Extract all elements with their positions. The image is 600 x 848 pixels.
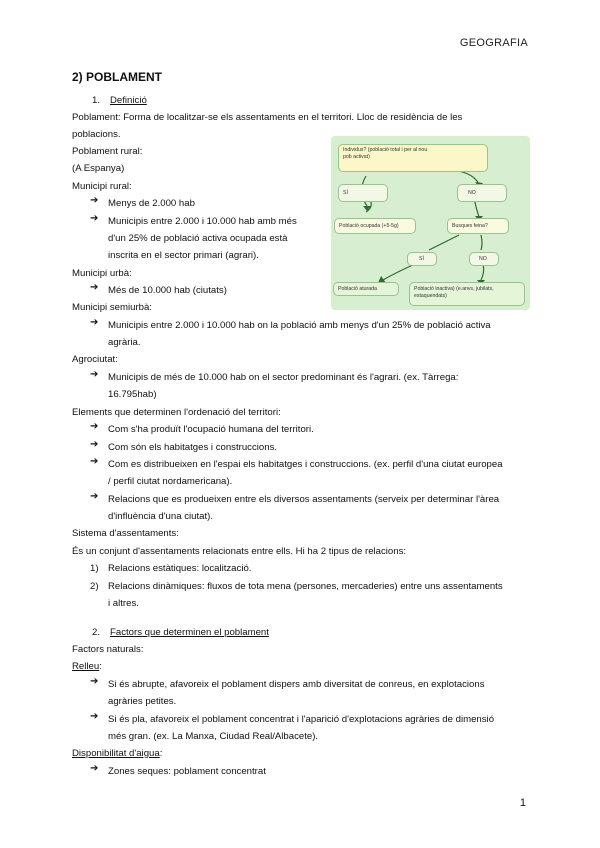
- bullet-text: Municipis de més de 10.000 hab on el sector predominant és l'agrari. (ex. Tàrrega:: [108, 372, 459, 383]
- arrow-bullet-icon: ➔: [90, 711, 99, 722]
- diagram-text: Població inactiva) (e.anvs, jubilats,: [414, 286, 494, 292]
- arrow-bullet-icon: ➔: [90, 456, 99, 467]
- diagram-yes-2: SÍ: [407, 252, 437, 266]
- arrow-bullet-icon: ➔: [90, 317, 99, 328]
- relleu-label: Relleu: [72, 661, 100, 672]
- diagram-result-unemployed: Població aturada: [333, 282, 399, 296]
- diagram-yes-1: SÍ: [338, 184, 388, 202]
- sistema-intro: És un conjunt d'assentaments relacionats entre ells. Hi ha 2 tipus de relacions:: [72, 546, 407, 557]
- diagram-no-1: NO: [457, 184, 507, 202]
- bullet-text: Si és abrupte, afavoreix el poblament dispers amb diversitat de conreus, en explotacions: [108, 679, 485, 690]
- bullet-text: 16.795hab): [108, 389, 157, 400]
- heading-municipi-urba: Municipi urbà:: [72, 268, 132, 279]
- arrow-bullet-icon: ➔: [90, 439, 99, 450]
- bullet-text: inscrita en el sector primari (agrari).: [108, 250, 259, 261]
- definition-line: Poblament: Forma de localitzar-se els assentaments en el territori. Lloc de residència de les: [72, 112, 463, 123]
- bullet-text: Municipis entre 2.000 i 10.000 hab amb més: [108, 216, 297, 227]
- heading-sistema: Sistema d'assentaments:: [72, 528, 179, 539]
- bullet-text: d'un 25% de població activa ocupada està: [108, 233, 288, 244]
- bullet-text: Si és pla, afavoreix el poblament concentrat i l'aparició d'explotacions agràries de dimensió: [108, 714, 495, 725]
- diagram-result-inactive: [409, 282, 525, 306]
- bullet-text: agràries petites.: [108, 696, 177, 707]
- list-text: i altres.: [108, 598, 139, 609]
- population-diagram: [331, 136, 530, 310]
- heading-rural: Poblament rural:: [72, 146, 143, 157]
- arrow-bullet-icon: ➔: [90, 421, 99, 432]
- bullet-text: Menys de 2.000 hab: [108, 198, 195, 209]
- diagram-result-occupied: Població ocupada (+5-5g): [334, 218, 416, 234]
- arrow-bullet-icon: ➔: [90, 491, 99, 502]
- heading-elements: Elements que determinen l'ordenació del territori:: [72, 407, 281, 418]
- subsection-title: Factors que determinen el poblament: [110, 627, 269, 638]
- subsection-number: 2.: [92, 627, 101, 638]
- arrow-bullet-icon: ➔: [90, 282, 99, 293]
- diagram-text: Individus? (població total i per al nou: [343, 147, 428, 153]
- arrow-bullet-icon: ➔: [90, 676, 99, 687]
- page-number: 1: [519, 797, 526, 809]
- heading-agrociutat: Agrociutat:: [72, 354, 118, 365]
- list-text: Relacions estàtiques: localització.: [108, 563, 252, 574]
- bullet-text: Com es distribueixen en l'espai els habitatges i construccions. (ex. perfil d'una ciutat europea: [108, 459, 503, 470]
- bullet-text: Relacions que es produeixen entre els diversos assentaments (serveix per determinar l'àrea: [108, 494, 500, 505]
- bullet-text: més gran. (ex. La Manxa, Ciudad Real/Albacete).: [108, 731, 319, 742]
- bullet-text: Zones seques: poblament concentrat: [108, 766, 266, 777]
- heading-aigua: Disponibilitat d'aigua:: [72, 748, 163, 759]
- heading-relleu: Relleu:: [72, 661, 102, 672]
- section-title: 2) POBLAMENT: [72, 70, 162, 84]
- arrow-bullet-icon: ➔: [90, 369, 99, 380]
- bullet-text: Més de 10.000 hab (ciutats): [108, 285, 227, 296]
- arrow-bullet-icon: ➔: [90, 213, 99, 224]
- bullet-text: agrària.: [108, 337, 141, 348]
- bullet-text: / perfil ciutat nordamericana).: [108, 476, 233, 487]
- arrow-bullet-icon: ➔: [90, 195, 99, 206]
- list-text: Relacions dinàmiques: fluxos de tota mena (persones, mercaderies) entre uns assentaments: [108, 581, 503, 592]
- list-number: 2): [90, 581, 99, 592]
- subsection-number: 1.: [92, 95, 101, 106]
- bullet-text: Com s'ha produït l'ocupació humana del territori.: [108, 424, 314, 435]
- arrow-bullet-icon: ➔: [90, 763, 99, 774]
- header-subject: GEOGRAFIA: [459, 37, 528, 49]
- heading-municipi-rural: Municipi rural:: [72, 181, 132, 192]
- list-number: 1): [90, 563, 99, 574]
- aigua-label: Disponibilitat d'aigua: [72, 748, 160, 759]
- bullet-text: d'influència d'una ciutat).: [108, 511, 213, 522]
- diagram-no-2: NO: [469, 252, 499, 266]
- bullet-text: Com són els habitatges i construccions.: [108, 442, 278, 453]
- heading-factors: Factors naturals:: [72, 644, 144, 655]
- bullet-text: Municipis entre 2.000 i 10.000 hab on la població amb menys d'un 25% de població activa: [108, 320, 491, 331]
- subsection-title: Definició: [110, 95, 147, 106]
- diagram-text: pob activat): [343, 153, 370, 160]
- diagram-question-2: Busques feina?: [447, 218, 509, 234]
- diagram-question-1: [338, 144, 488, 172]
- heading-municipi-semiurba: Municipi semiurbà:: [72, 302, 152, 313]
- country-note: (A Espanya): [72, 163, 125, 174]
- diagram-text: estaquendats): [414, 292, 447, 299]
- definition-line: poblacions.: [72, 129, 121, 140]
